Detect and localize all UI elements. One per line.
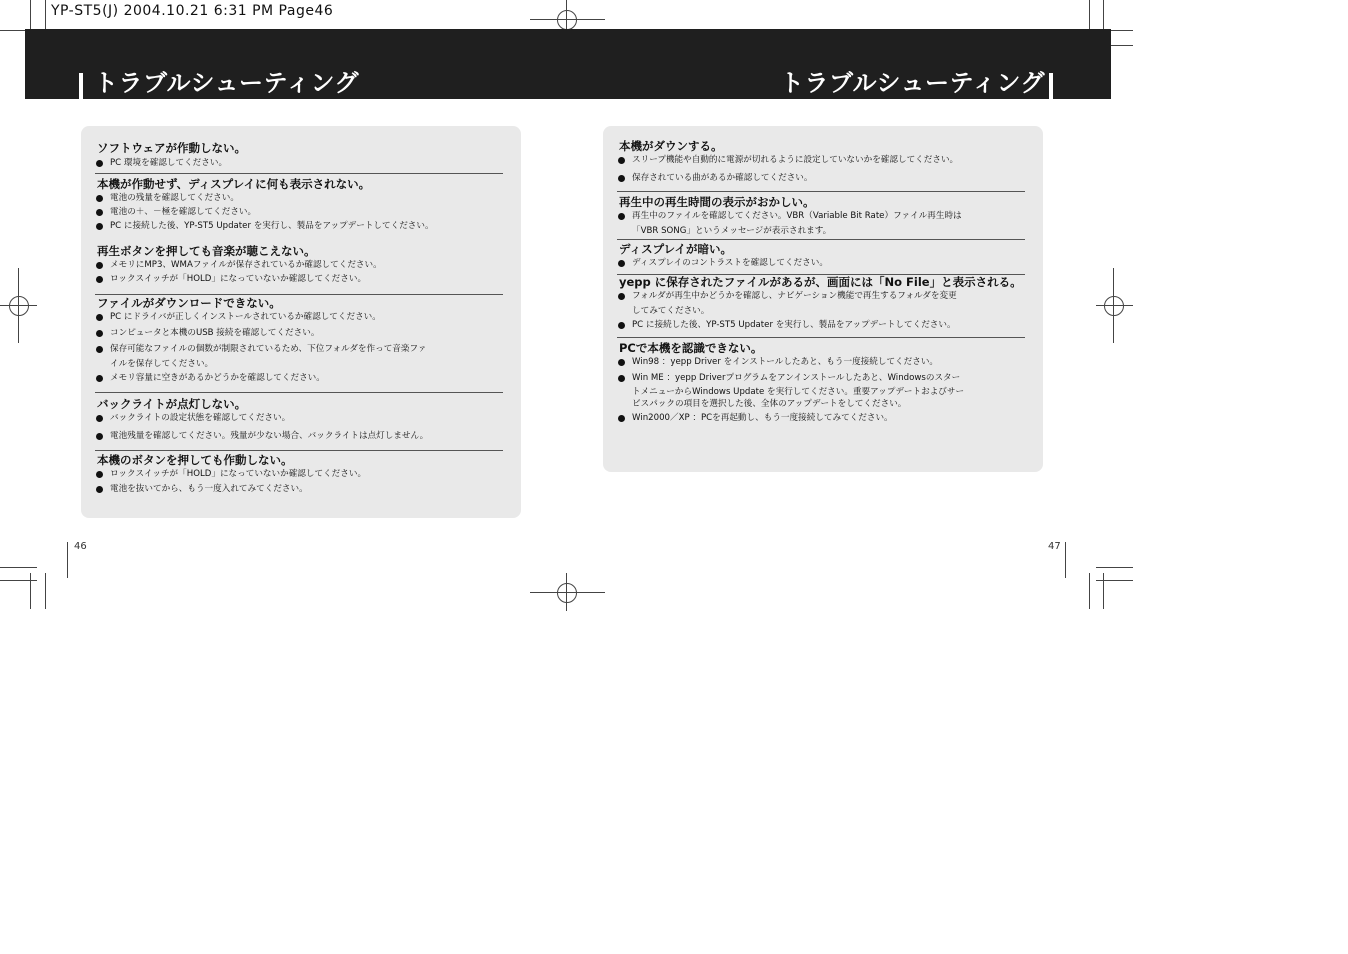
list-item: メモリ容量に空きがあるかどうかを確認してください。 bbox=[110, 373, 325, 383]
section-title: 本機が作動せず、ディスプレイに何も表示されない。 bbox=[97, 177, 371, 191]
list-item: Win98 ：yepp Driver をインストールしたあと、もう一度接続してください。 bbox=[632, 357, 939, 367]
bullet-icon bbox=[96, 346, 103, 353]
section-title: yepp に保存されたファイルがあるが、画面には「No File」と表示される。 bbox=[619, 275, 1022, 289]
bullet-icon bbox=[96, 415, 103, 422]
section-divider bbox=[95, 294, 503, 295]
list-item: ディスプレイのコントラストを確認してください。 bbox=[632, 258, 828, 268]
section-title: 本機のボタンを押しても作動しない。 bbox=[97, 453, 293, 467]
bullet-icon bbox=[96, 330, 103, 337]
header-right-accent-bar bbox=[1049, 73, 1053, 99]
section-divider bbox=[95, 173, 503, 174]
bullet-icon bbox=[96, 433, 103, 440]
list-item: 電池の＋、－極を確認してください。 bbox=[110, 207, 257, 217]
list-item: 保存されている曲があるか確認してください。 bbox=[632, 173, 813, 183]
bullet-icon bbox=[618, 260, 625, 267]
list-item: ロックスイッチが「HOLD」になっていないか確認してください。 bbox=[110, 274, 367, 284]
list-item: PC に接続した後、YP-ST5 Updater を実行し、製品をアップデートしてください。 bbox=[110, 221, 434, 231]
section-title: ディスプレイが暗い。 bbox=[619, 242, 733, 256]
header-left-accent-bar bbox=[79, 73, 83, 99]
list-item: バックライトの設定状態を確認してください。 bbox=[110, 413, 291, 423]
list-item: スリープ機能や自動的に電源が切れるように設定していないかを確認してください。 bbox=[632, 155, 959, 165]
right-page-number: 47 bbox=[1048, 541, 1061, 552]
list-item: 電池を抜いてから、もう一度入れてみてください。 bbox=[110, 484, 308, 494]
list-item: 再生中のファイルを確認してください。VBR（Variable Bit Rate）ファイル再生時は bbox=[632, 211, 962, 221]
list-item: Win2000／XP ：PCを再起動し、もう一度接続してみてください。 bbox=[632, 413, 893, 423]
header-right-title: トラブルシューティング bbox=[780, 69, 1046, 97]
list-item: 電池の残量を確認してください。 bbox=[110, 193, 239, 203]
section-title: 再生中の再生時間の表示がおかしい。 bbox=[619, 195, 815, 209]
section-title: 本機がダウンする。 bbox=[619, 139, 723, 153]
bullet-icon bbox=[96, 375, 103, 382]
section-divider bbox=[617, 239, 1025, 240]
left-page-number: 46 bbox=[74, 541, 87, 552]
bullet-icon bbox=[618, 375, 625, 382]
list-item: Win ME ：yepp Driverプログラムをアンインストールしたあと、Windowsのスター bbox=[632, 373, 961, 383]
list-item: コンピュータと本機のUSB 接続を確認してください。 bbox=[110, 328, 320, 338]
bullet-icon bbox=[618, 175, 625, 182]
section-title: ファイルがダウンロードできない。 bbox=[97, 296, 281, 310]
bullet-icon bbox=[618, 293, 625, 300]
list-item-continuation: イルを保存してください。 bbox=[110, 359, 214, 369]
list-item: 電池残量を確認してください。残量が少ない場合、バックライトは点灯しません。 bbox=[110, 431, 429, 441]
list-item: PC 環境を確認してください。 bbox=[110, 158, 228, 168]
bullet-icon bbox=[618, 157, 625, 164]
bullet-icon bbox=[96, 195, 103, 202]
section-divider bbox=[95, 392, 503, 393]
section-title: バックライトが点灯しない。 bbox=[97, 397, 247, 411]
bullet-icon bbox=[96, 262, 103, 269]
header-left-title: トラブルシューティング bbox=[94, 69, 360, 97]
bullet-icon bbox=[96, 471, 103, 478]
bullet-icon bbox=[96, 276, 103, 283]
list-item: ロックスイッチが「HOLD」になっていないか確認してください。 bbox=[110, 469, 367, 479]
bullet-icon bbox=[96, 486, 103, 493]
bullet-icon bbox=[96, 314, 103, 321]
list-item: フォルダが再生中かどうかを確認し、ナビゲーション機能で再生するフォルダを変更 bbox=[632, 291, 957, 301]
list-item-continuation: 「VBR SONG」というメッセージが表示されます。 bbox=[632, 226, 832, 236]
list-item: 保存可能なファイルの個数が制限されているため、下位フォルダを作って音楽ファ bbox=[110, 344, 427, 354]
list-item: メモリにMP3、WMAファイルが保存されているか確認してください。 bbox=[110, 260, 382, 270]
bullet-icon bbox=[618, 213, 625, 220]
bullet-icon bbox=[96, 223, 103, 230]
bullet-icon bbox=[96, 209, 103, 216]
bullet-icon bbox=[618, 322, 625, 329]
section-title: PCで本機を認識できない。 bbox=[619, 341, 763, 355]
section-divider bbox=[617, 191, 1025, 192]
section-divider bbox=[617, 337, 1025, 338]
section-title: ソフトウェアが作動しない。 bbox=[97, 141, 247, 155]
section-divider bbox=[95, 450, 503, 451]
list-item: PC にドライバが正しくインストールされているか確認してください。 bbox=[110, 312, 381, 322]
bullet-icon bbox=[618, 359, 625, 366]
list-item-continuation: ビスパックの項目を選択した後、全体のアップデートをしてください。 bbox=[632, 399, 907, 409]
list-item-continuation: してみてください。 bbox=[632, 306, 710, 316]
list-item-continuation: トメニューからWindows Update を実行してください。重要アップデートおよびサー bbox=[632, 387, 965, 397]
list-item: PC に接続した後、YP-ST5 Updater を実行し、製品をアップデートしてください。 bbox=[632, 320, 956, 330]
bullet-icon bbox=[618, 415, 625, 422]
bullet-icon bbox=[96, 160, 103, 167]
section-title: 再生ボタンを押しても音楽が聴こえない。 bbox=[97, 244, 316, 258]
print-slug: YP-ST5(J) 2004.10.21 6:31 PM Page46 bbox=[51, 3, 334, 19]
